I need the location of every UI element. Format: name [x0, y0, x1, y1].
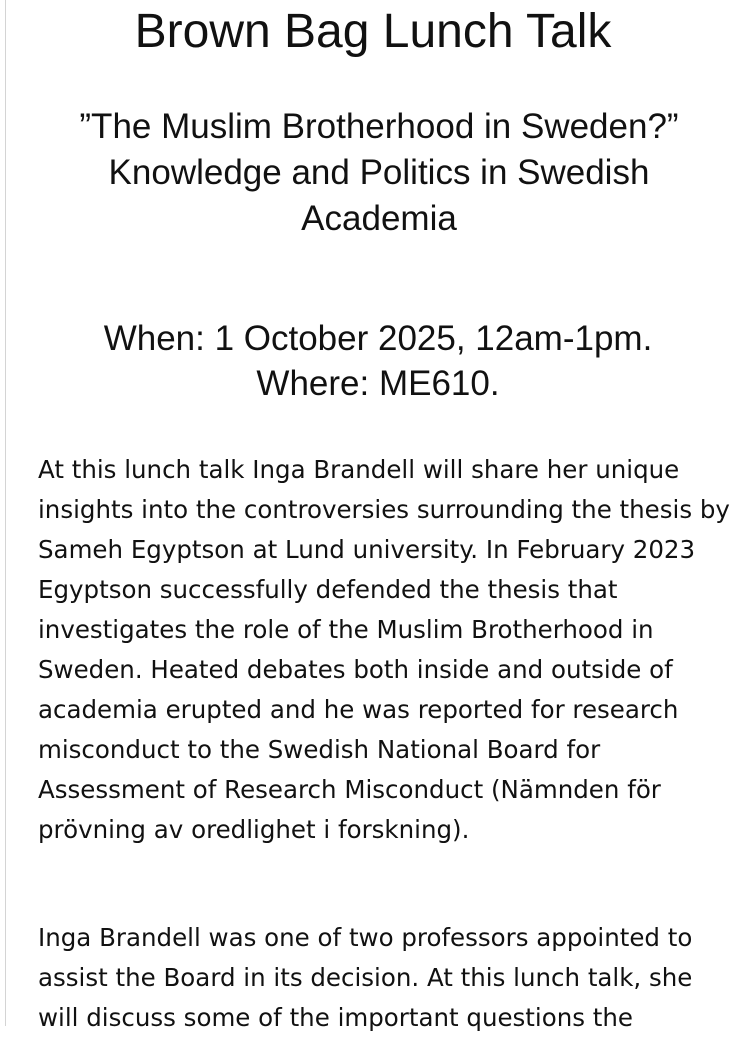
event-title: Brown Bag Lunch Talk: [134, 5, 612, 58]
event-where: Where: ME610.: [256, 364, 500, 403]
event-details: [0, 316, 746, 406]
event-when: When: 1 October 2025, 12am-1pm.: [103, 319, 653, 358]
talk-subtitle: [50, 104, 708, 242]
subtitle-line-3: Academia: [301, 199, 457, 238]
subtitle-line-2: Knowledge and Politics in Swedish: [108, 153, 650, 192]
description-paragraph-1: At this lunch talk Inga Brandell will share her unique insights into the controversies surrounding the thesis by Sameh Egyptson at Lund university. In February 2023 Egyptson successfully defended the thesis that investigates the role of the Muslim Brotherhood in Sweden. Heated debates both inside and outside of academia erupted and he was reported for research misconduct to the Swedish National Board for Assessment of Research Misconduct (Nämnden för prövning av oredlighet i forskning).: [38, 455, 730, 844]
description-paragraph-2: Inga Brandell was one of two professors appointed to assist the Board in its decision. At this lunch talk, she will discuss some of the important questions the: [38, 923, 693, 1032]
subtitle-line-1: ”The Muslim Brotherhood in Sweden?”: [79, 107, 679, 146]
